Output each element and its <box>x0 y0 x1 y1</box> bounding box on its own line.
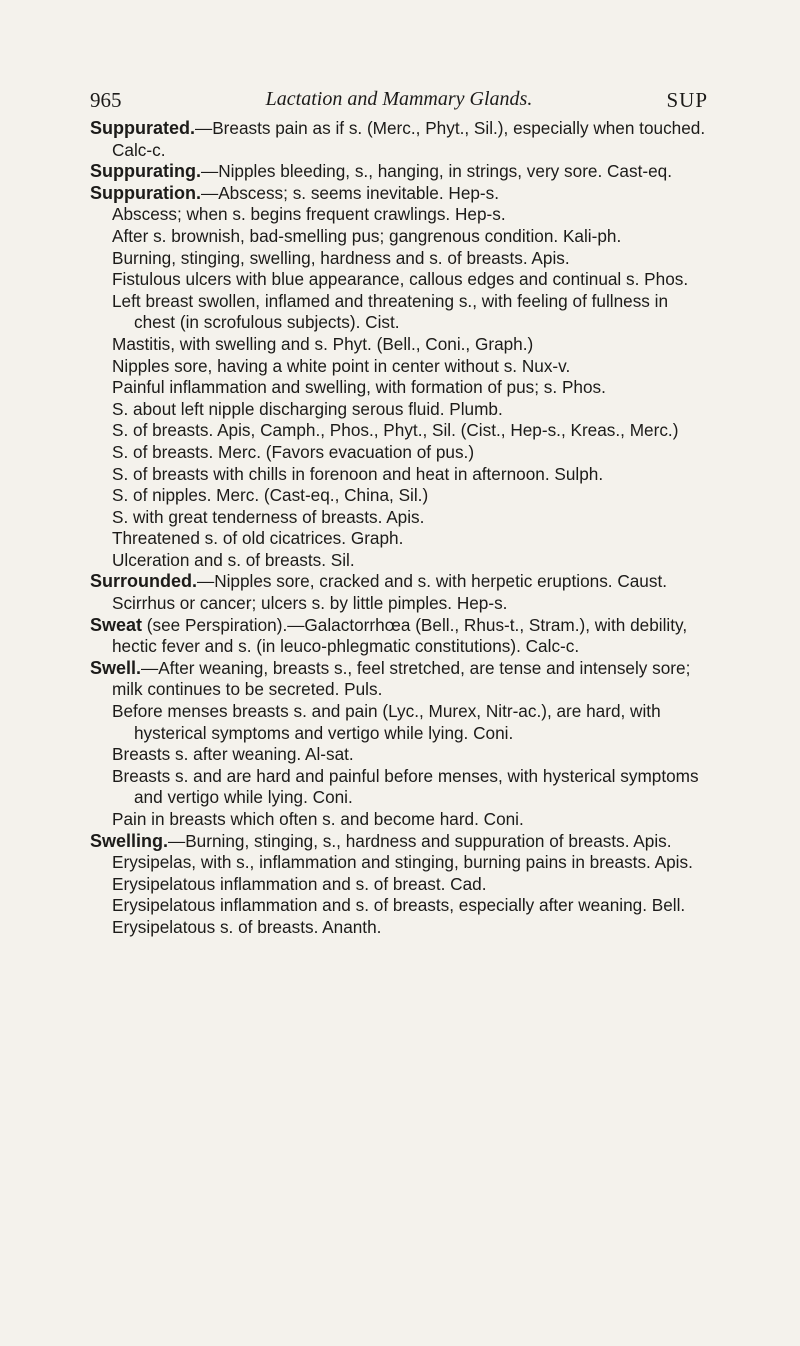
entry-text: S. of breasts with chills in forenoon and heat in afternoon. Sulph. <box>112 463 604 484</box>
entry-text: Breasts s. after weaning. Al-sat. <box>112 744 354 765</box>
entry-text: Painful inflammation and swelling, with formation of pus; s. Phos. <box>112 377 606 398</box>
rubric-entry <box>90 183 712 205</box>
entry-text: S. of nipples. Merc. (Cast-eq., China, Sil.) <box>112 485 429 506</box>
entry-text: Ulceration and s. of breasts. Sil. <box>112 549 355 570</box>
entry-text: Before menses breasts s. and pain (Lyc., Murex, Nitr-ac.), are hard, with hysterical symptoms and vertigo while lying. Coni. <box>112 701 661 743</box>
entry-text: Burning, stinging, swelling, hardness and s. of breasts. Apis. <box>112 247 570 268</box>
sub-entry <box>90 701 712 744</box>
rubric-heading: Surrounded. <box>90 571 197 592</box>
entry-text: Erysipelatous inflammation and s. of breasts, especially after weaning. Bell. <box>112 895 686 916</box>
running-head <box>90 88 708 118</box>
sub-entry <box>90 356 712 378</box>
entry-text: Scirrhus or cancer; ulcers s. by little pimples. Hep-s. <box>112 593 508 614</box>
sub-entry <box>90 226 712 248</box>
chapter-title: Lactation and Mammary Glands. <box>265 88 533 110</box>
entry-text: Erysipelatous s. of breasts. Ananth. <box>112 916 382 937</box>
rubric-entry <box>90 615 712 658</box>
sub-entry <box>90 744 712 766</box>
entry-text: S. of breasts. Merc. (Favors evacuation of pus.) <box>112 441 475 462</box>
rubric-heading: Sweat <box>90 614 143 635</box>
sub-entry <box>90 291 712 334</box>
rubric-entry <box>90 658 712 701</box>
entry-text: —Nipples sore, cracked and s. with herpetic eruptions. Caust. <box>197 571 668 592</box>
sub-entry <box>90 766 712 809</box>
entry-text: Abscess; when s. begins frequent crawlings. Hep-s. <box>112 204 506 225</box>
sub-entry <box>90 442 712 464</box>
sub-entry <box>90 485 712 507</box>
rubric-heading: Swelling. <box>90 830 169 851</box>
entry-text: —Abscess; s. seems inevitable. Hep-s. <box>201 182 500 203</box>
sub-entry <box>90 204 712 226</box>
entry-text: Erysipelatous inflammation and s. of breast. Cad. <box>112 873 487 894</box>
sub-entry <box>90 464 712 486</box>
rubric-entry <box>90 161 712 183</box>
entry-text: S. about left nipple discharging serous fluid. Plumb. <box>112 398 503 419</box>
sub-entry <box>90 528 712 550</box>
entry-text: Threatened s. of old cicatrices. Graph. <box>112 528 404 549</box>
rubric-heading: Suppurated. <box>90 118 196 138</box>
entry-text: Pain in breasts which often s. and become hard. Coni. <box>112 809 524 829</box>
entry-text: —Nipples bleeding, s., hanging, in strings, very sore. Cast-eq. <box>201 161 672 182</box>
page-number: 965 <box>90 88 122 112</box>
sub-entry <box>90 334 712 356</box>
sub-entry <box>90 809 712 831</box>
rubric-heading: Swell. <box>90 657 142 678</box>
entry-text: —After weaning, breasts s., feel stretched, are tense and intensely sore; milk continues to be secreted. Puls. <box>112 657 691 700</box>
section-key: SUP <box>666 88 708 112</box>
rubric-heading: Suppurating. <box>90 161 201 182</box>
repertory-entries <box>90 118 712 939</box>
rubric-entry <box>90 118 712 161</box>
sub-entry <box>90 377 712 399</box>
sub-entry <box>90 852 712 874</box>
entry-text: —Breasts pain as if s. (Merc., Phyt., Sil.), especially when touched. Calc-c. <box>112 118 706 160</box>
sub-entry <box>90 269 712 291</box>
sub-entry <box>90 507 712 529</box>
entry-text: Breasts s. and are hard and painful before menses, with hysterical symptoms and vertigo while lying. Coni. <box>112 765 699 808</box>
sub-entry <box>90 874 712 896</box>
sub-entry <box>90 550 712 572</box>
entry-text: —Burning, stinging, s., hardness and suppuration of breasts. Apis. <box>168 830 672 851</box>
rubric-heading: Suppuration. <box>90 182 201 203</box>
entry-text: Erysipelas, with s., inflammation and stinging, burning pains in breasts. Apis. <box>112 852 693 873</box>
sub-entry <box>90 895 712 917</box>
entry-text: Nipples sore, having a white point in center without s. Nux-v. <box>112 355 571 376</box>
sub-entry <box>90 917 712 939</box>
rubric-entry <box>90 831 712 853</box>
entry-text: Fistulous ulcers with blue appearance, callous edges and continual s. Phos. <box>112 269 689 290</box>
entry-text: S. of breasts. Apis, Camph., Phos., Phyt., Sil. (Cist., Hep-s., Kreas., Merc.) <box>112 420 679 441</box>
entry-text: Left breast swollen, inflamed and threatening s., with feeling of fullness in chest (in scrofulous subjects). Cist. <box>112 290 669 333</box>
entry-text: (see Perspiration).—Galactorrhœa (Bell., Rhus-t., Stram.), with debility, hectic fever and s. (in leuco-phlegmatic constitutions). Calc-c. <box>112 614 688 657</box>
entry-text: S. with great tenderness of breasts. Apis. <box>112 506 425 527</box>
sub-entry <box>90 593 712 615</box>
entry-text: After s. brownish, bad-smelling pus; gangrenous condition. Kali-ph. <box>112 225 622 246</box>
entry-text: Mastitis, with swelling and s. Phyt. (Bell., Coni., Graph.) <box>112 333 534 354</box>
rubric-entry <box>90 571 712 593</box>
sub-entry <box>90 420 712 442</box>
sub-entry <box>90 399 712 421</box>
sub-entry <box>90 248 712 270</box>
